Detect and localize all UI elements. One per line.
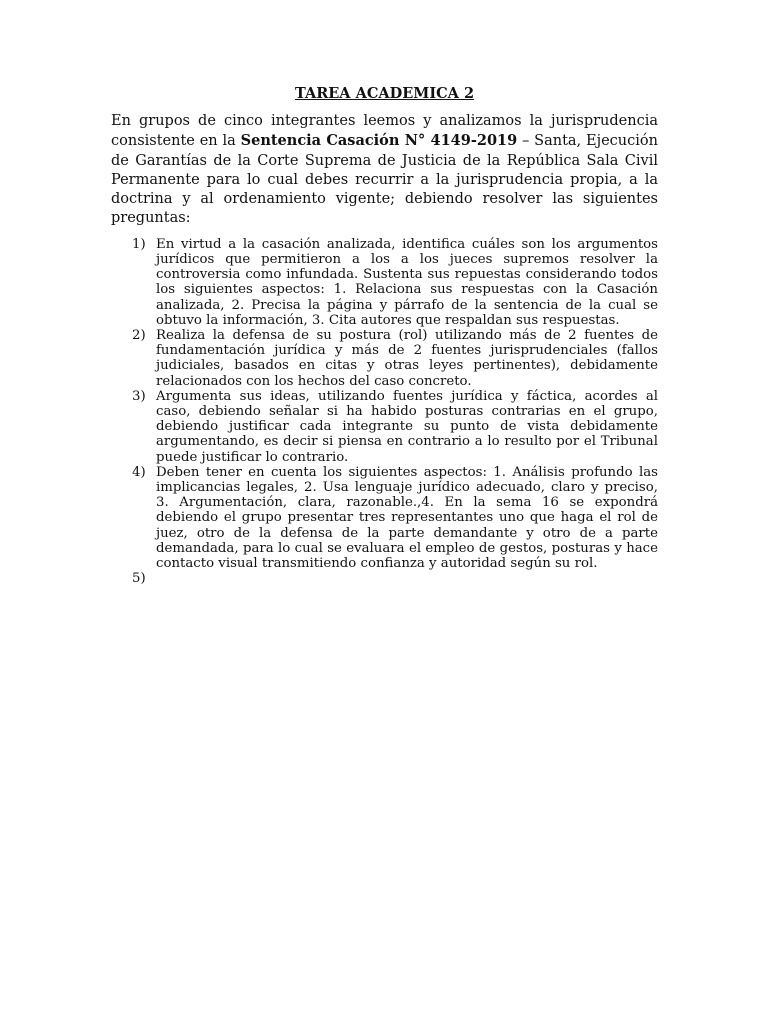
question-item (111, 389, 658, 465)
question-text: Deben tener en cuenta los siguientes aspectos: 1. Análisis profundo las implicancias legales, 2. Usa lenguaje jurídico adecuado, claro y preciso, 3. Argumentación, clara, razonable.,4. En la sema 16 se expondrá debiendo el grupo presentar tres representantes uno que haga el rol de juez, otro de la defensa de la parte demandante y otro de a parte demandada, para lo cual se evaluara el empleo de gestos, posturas y hace contacto visual transmitiendo confianza y autoridad según su rol. (156, 464, 658, 572)
document-title: TAREA ACADEMICA 2 (294, 85, 475, 102)
intro-paragraph (111, 112, 658, 229)
question-number: 2) (132, 328, 146, 343)
question-text: En virtud a la casación analizada, identifica cuáles son los argumentos jurídicos que permitieron a los a los jueces supremos resolver la controversia como infundada. Sustenta sus repuestas considerando todos los siguientes aspectos: 1. Relaciona sus respuestas con la Casación analizada, 2. Precisa la página y párrafo de la sentencia de la cual se obtuvo la información, 3. Cita autores que respaldan sus respuestas. (156, 236, 658, 328)
intro-case-reference: Sentencia Casación N° 4149-2019 (240, 132, 518, 150)
question-text: Argumenta sus ideas, utilizando fuentes jurídica y fáctica, acordes al caso, debiendo señalar si ha habido posturas contrarias en el grupo, debiendo justificar cada integrante su punto de vista debidamente argumentando, es decir si piensa en contrario a lo resulto por el Tribunal puede justificar lo contrario. (156, 388, 658, 465)
question-number: 3) (132, 388, 146, 404)
question-item (111, 571, 658, 586)
question-item (111, 465, 658, 571)
question-number: 1) (132, 236, 146, 252)
intro-text-part1: En grupos de cinco integrantes leemos y analizamos la jurisprudencia consistente en la (111, 113, 658, 150)
question-number: 4) (132, 464, 146, 480)
question-number: 5) (132, 571, 146, 587)
questions-list (111, 237, 658, 587)
document-page (111, 84, 658, 586)
question-item (111, 237, 658, 328)
question-text (156, 571, 658, 586)
question-item (111, 328, 658, 389)
question-text: Realiza la defensa de su postura (rol) utilizando más de 2 fuentes de fundamentación jurídica y más de 2 fuentes jurisprudenciales (fallos judiciales, basados en citas y otras leyes pertinentes), debidamente relacionados con los hechos del caso concreto. (156, 328, 658, 389)
intro-text-part2: – Santa, Ejecución de Garantías de la Corte Suprema de Justicia de la República Sala Civil Permanente para lo cual debes recurrir a la jurisprudencia propia, a la doctrina y al ordenamiento vigente; debiendo resolver las siguientes preguntas: (111, 133, 658, 227)
